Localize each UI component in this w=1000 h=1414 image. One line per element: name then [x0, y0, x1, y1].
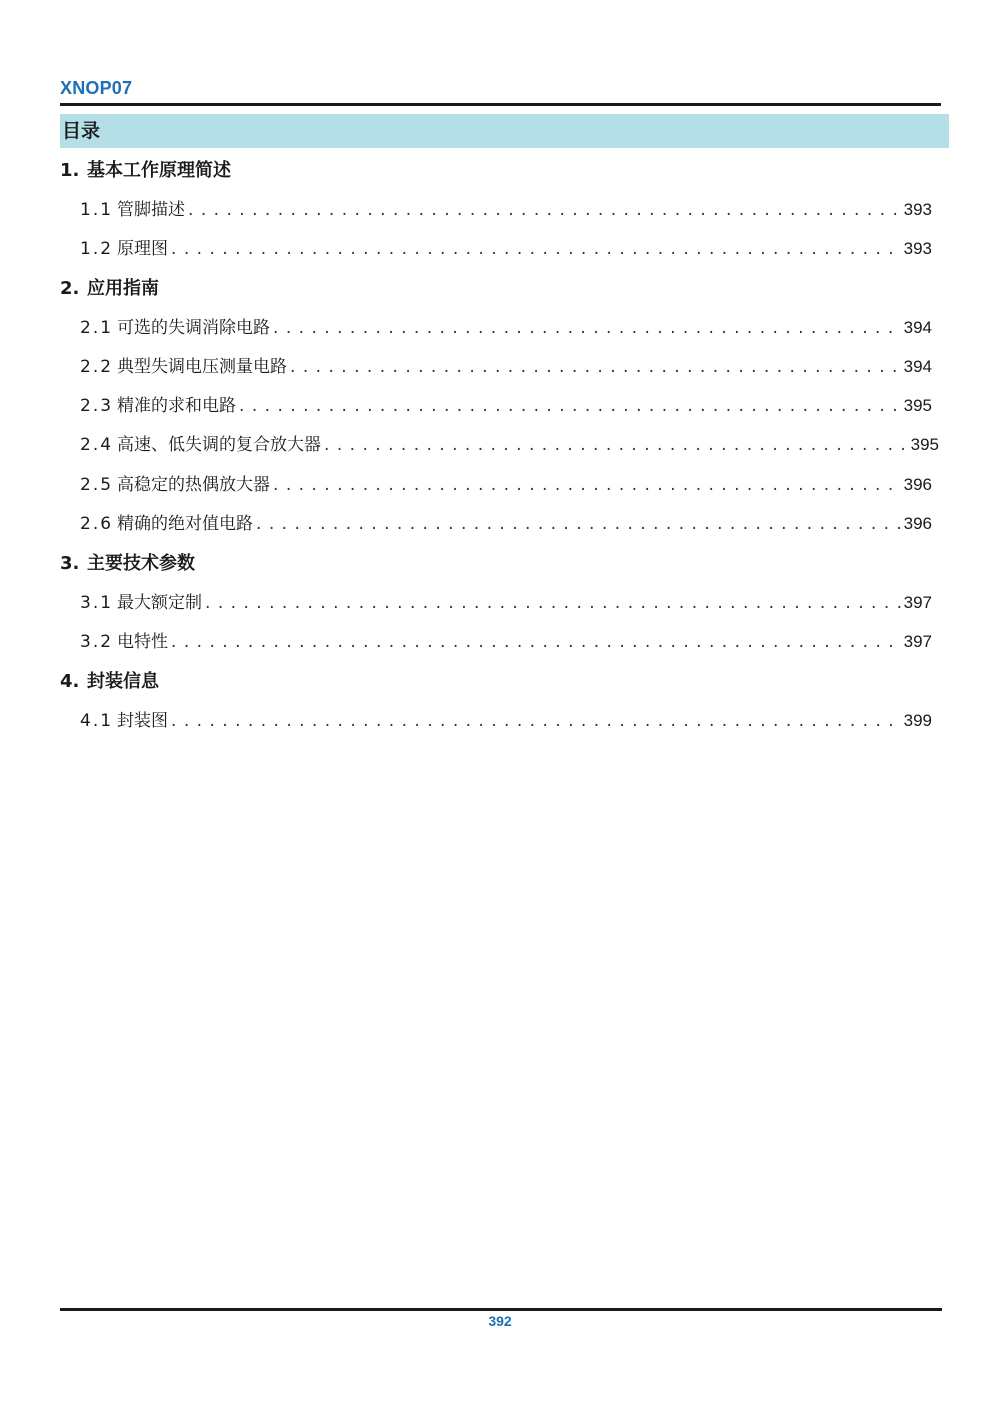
entry-page-number: 396: [903, 514, 932, 533]
entry-number: 1.2: [80, 239, 114, 259]
entry-label: 电特性: [117, 632, 169, 652]
toc-section-heading[interactable]: [60, 158, 231, 184]
entry-label: 精确的绝对值电路: [117, 514, 254, 534]
section-title: 应用指南: [87, 278, 159, 299]
section-title: 封装信息: [87, 671, 159, 692]
entry-page-number: 394: [903, 318, 932, 337]
entry-page-number: 399: [903, 711, 932, 730]
entry-label: 高速、低失调的复合放大器: [117, 435, 322, 455]
toc-title-banner: 目录: [60, 114, 949, 148]
entry-page-number: 397: [903, 632, 932, 651]
entry-number: 4.1: [80, 711, 114, 731]
toc-entry[interactable]: [80, 472, 932, 498]
toc-entry[interactable]: [80, 236, 932, 262]
toc-entry[interactable]: [80, 354, 932, 380]
dot-leader: [273, 472, 901, 498]
section-number: 3.: [60, 553, 80, 574]
dot-leader: [239, 393, 901, 419]
toc-section-heading[interactable]: [60, 276, 159, 302]
toc-section-heading[interactable]: [60, 551, 195, 577]
entry-label: 封装图: [117, 711, 169, 731]
document-header-title: XNOP07: [60, 78, 133, 98]
toc-entry[interactable]: [80, 708, 932, 734]
entry-label: 原理图: [117, 239, 169, 259]
toc-section-heading[interactable]: [60, 669, 159, 695]
section-number: 2.: [60, 278, 80, 299]
entry-page-number: 395: [910, 435, 939, 454]
toc-entry[interactable]: [80, 511, 932, 537]
toc-entry[interactable]: [80, 629, 932, 655]
entry-number: 1.1: [80, 200, 114, 220]
entry-number: 2.5: [80, 475, 114, 495]
entry-number: 2.2: [80, 357, 114, 377]
entry-label: 最大额定制: [117, 593, 203, 613]
dot-leader: [324, 432, 908, 458]
footer-page-number: 392: [488, 1313, 512, 1329]
entry-page-number: 394: [903, 357, 932, 376]
entry-label: 精准的求和电路: [117, 396, 237, 416]
toc-entry[interactable]: [80, 432, 939, 458]
entry-page-number: 397: [903, 593, 932, 612]
toc-entry[interactable]: [80, 590, 932, 616]
entry-label: 高稳定的热偶放大器: [117, 475, 271, 495]
entry-number: 3.2: [80, 632, 114, 652]
section-title: 基本工作原理简述: [87, 160, 231, 181]
toc-entry[interactable]: [80, 315, 932, 341]
entry-number: 2.1: [80, 318, 114, 338]
dot-leader: [290, 354, 901, 380]
footer-rule: [60, 1308, 942, 1311]
entry-page-number: 393: [903, 239, 932, 258]
dot-leader: [205, 590, 901, 616]
toc-entry[interactable]: [80, 197, 932, 223]
entry-number: 3.1: [80, 593, 114, 613]
header-rule: [60, 103, 941, 106]
entry-page-number: 393: [903, 200, 932, 219]
toc-entry[interactable]: [80, 393, 932, 419]
dot-leader: [273, 315, 901, 341]
entry-label: 可选的失调消除电路: [117, 318, 271, 338]
entry-number: 2.4: [80, 435, 114, 455]
entry-page-number: 396: [903, 475, 932, 494]
entry-label: 典型失调电压测量电路: [117, 357, 288, 377]
dot-leader: [171, 708, 901, 734]
section-title: 主要技术参数: [87, 553, 195, 574]
entry-number: 2.3: [80, 396, 114, 416]
dot-leader: [256, 511, 901, 537]
entry-page-number: 395: [903, 396, 932, 415]
section-number: 4.: [60, 671, 80, 692]
entry-number: 2.6: [80, 514, 114, 534]
dot-leader: [188, 197, 901, 223]
dot-leader: [171, 236, 901, 262]
section-number: 1.: [60, 160, 80, 181]
entry-label: 管脚描述: [117, 200, 186, 220]
dot-leader: [171, 629, 901, 655]
